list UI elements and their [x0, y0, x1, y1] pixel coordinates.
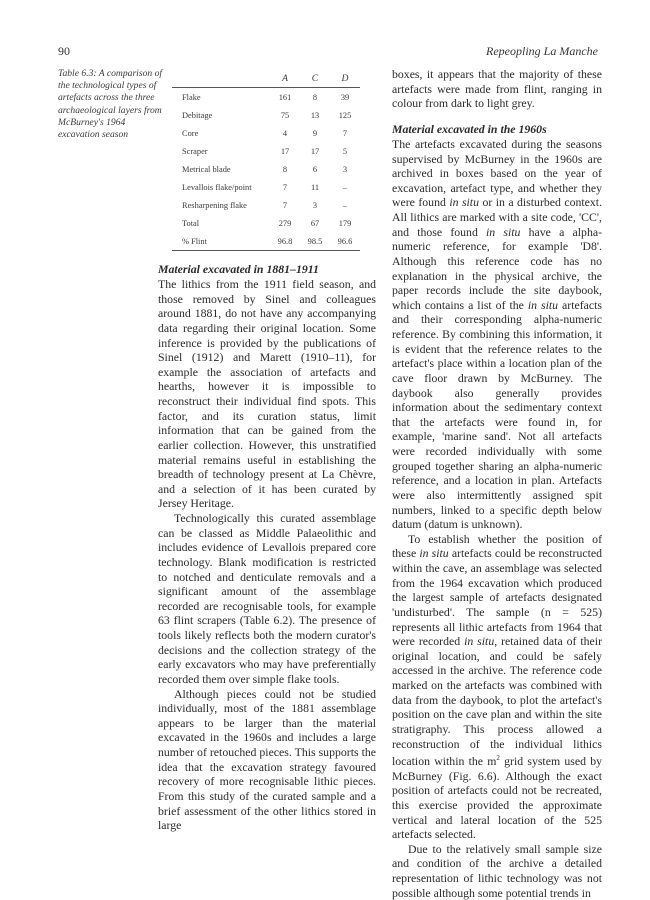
- row-label: Debitage: [182, 110, 213, 120]
- table-header-cell: C: [300, 72, 330, 88]
- table-cell: –: [342, 182, 348, 192]
- row-label: Core: [182, 128, 199, 138]
- table-cell: –: [342, 200, 348, 210]
- paragraph: Due to the relatively small sample size and condition of the archive a detailed representation of lithic technology was not possible although some potential trends in: [392, 841, 602, 900]
- table-row: [172, 106, 360, 124]
- table-row: [172, 232, 360, 251]
- paragraph: Although pieces could not be studied individually, most of the 1881 assemblage appears to be larger than the material excavated in the 1960s and includes a large number of retouched pieces. This supports the idea that the excavation strategy favoured recovery of more recognisable lithic pieces. From this study of the curated sample and a brief assessment of the other lithics stored in large: [158, 686, 376, 833]
- table-cell: 7: [282, 200, 288, 210]
- table-row: [172, 88, 360, 107]
- table-header-row: [172, 72, 360, 88]
- table-cell: 179: [338, 218, 352, 228]
- row-label: Scraper: [182, 146, 208, 156]
- table-cell: 3: [312, 200, 318, 210]
- row-label: Levallois flake/point: [182, 182, 252, 192]
- table-cell: 67: [310, 218, 320, 228]
- table-row: [172, 196, 360, 214]
- table-header-blank: [172, 72, 270, 88]
- running-title: Repeopling La Manche: [486, 44, 598, 58]
- paragraph: The artefacts excavated during the seasons supervised by McBurney in the 1960s are archived in boxes based on the year of excavation, artefact type, and whether they were found in situ or in a disturbed context. All lithics are marked with a site code, 'CC', and those found in situ have a alpha-numeric reference, for example 'D8'. Although this reference code has no explanation in the physical archive, the paper records include the site daybook, which contains a list of the in situ artefacts and their corresponding alpha-numeric reference. By combining this information, it is evident that the reference relates to the artefact's place within a location plan of the cave floor drawn by McBurney. The daybook also generally provides information about the sedimentary context that the artefacts were found in, for example, 'marine sand'. Not all artefacts were recorded individually with some grouped together sharing an alpha-numeric reference, and a location in plan. Artefacts were also intermittently assigned spit numbers, linked to a specific depth below datum (datum is unknown).: [392, 136, 603, 532]
- paragraph: The lithics from the 1911 field season, and those removed by Sinel and colleagues around 1881, do not have any accompanying data regarding their original location. Some inference is provided by the publications of Sinel (1912) and Marett (1910–11), for example the association of artefacts and hearths, however it is impossible to reconstruct their individual find spots. This factor, and its curation status, limit information that can be gained from the earlier collection. However, this unstratified material remains useful in establishing the breadth of technology present at La Chèvre, and a selection of it has been curated by Jersey Heritage.: [158, 277, 376, 511]
- paragraph: boxes, it appears that the majority of these artefacts were made from flint, ranging in colour from dark to light grey.: [392, 67, 602, 111]
- table-cell: 3: [342, 164, 348, 174]
- row-label: Total: [182, 218, 200, 228]
- paragraph: Technologically this curated assemblage can be classed as Middle Palaeolithic and includes evidence of Levallois prepared core technology. Blank modification is restricted to notched and denticulate removals and a significant amount of the assemblage recorded are recognisable tools, for example 63 flint scrapers (Table 6.2). The presence of tools likely reflects both the modern curator's decisions and the collection strategy of the early excavators who may have preferentially recorded them over simple flake tools.: [158, 511, 376, 686]
- left-column: [158, 262, 376, 833]
- table-cell: 96.6: [330, 232, 360, 251]
- table-cell: 125: [338, 110, 352, 120]
- row-label: Resharpening flake: [182, 200, 247, 210]
- table-row: [172, 142, 360, 160]
- table-cell: 279: [278, 218, 292, 228]
- artefact-types-table: [172, 72, 360, 251]
- table-row: [172, 160, 360, 178]
- table-row: [172, 178, 360, 196]
- table-cell: 39: [340, 92, 350, 102]
- section-heading: Material excavated in 1881–1911: [158, 262, 319, 276]
- table-cell: 5: [342, 146, 348, 156]
- paragraph: To establish whether the position of these in situ artefacts could be reconstructed within the cave, an assemblage was selected from the 1964 excavation which produced the largest sample of artefacts designated 'undisturbed'. The sample (n = 525) represents all lithic artefacts from 1964 that were recorded in situ, retained data of their original location, and could be safely accessed in the archive. The reference code marked on the artefacts was combined with data from the daybook, to plot the artefact's position on the cave plan and within the site stratigraphy. This process allowed a reconstruction of the individual lithics location within the $m^2$ grid system used by McBurney (Fig. 6.6). Although the exact position of artefacts could not be recreated, this exercise provided the approximate vertical and lateral location of the 525 artefacts selected.: [392, 531, 602, 842]
- table-cell: 75: [280, 110, 290, 120]
- table-cell: 98.5: [300, 232, 330, 251]
- table-cell: 17: [310, 146, 320, 156]
- table-cell: 17: [280, 146, 290, 156]
- table-cell: 7: [282, 182, 288, 192]
- section-heading: Material excavated in the 1960s: [392, 121, 547, 136]
- table-cell: 6: [312, 164, 318, 174]
- table-cell: 161: [278, 92, 292, 102]
- table-cell: 11: [310, 182, 320, 192]
- table-cell: 8: [282, 164, 288, 174]
- table-row: [172, 124, 360, 142]
- table-row: [172, 214, 360, 232]
- table-cell: 13: [310, 110, 320, 120]
- table-cell: 96.8: [270, 232, 300, 251]
- row-label: % Flint: [172, 232, 270, 251]
- row-label: Metrical blade: [182, 164, 231, 174]
- right-column: [392, 67, 602, 900]
- table-header-cell: A: [270, 72, 300, 88]
- row-label: Flake: [182, 92, 201, 102]
- table-cell: 7: [342, 128, 348, 138]
- page-number: 90: [58, 44, 70, 58]
- table-cell: 8: [312, 92, 318, 102]
- table-cell: 9: [312, 128, 318, 138]
- table-cell: 4: [282, 128, 288, 138]
- table-header-cell: D: [330, 72, 360, 88]
- table-caption: Table 6.3: A comparison of the technological types of artefacts across the three archaeological layers from McBurney's 1964 excavation season: [58, 68, 163, 141]
